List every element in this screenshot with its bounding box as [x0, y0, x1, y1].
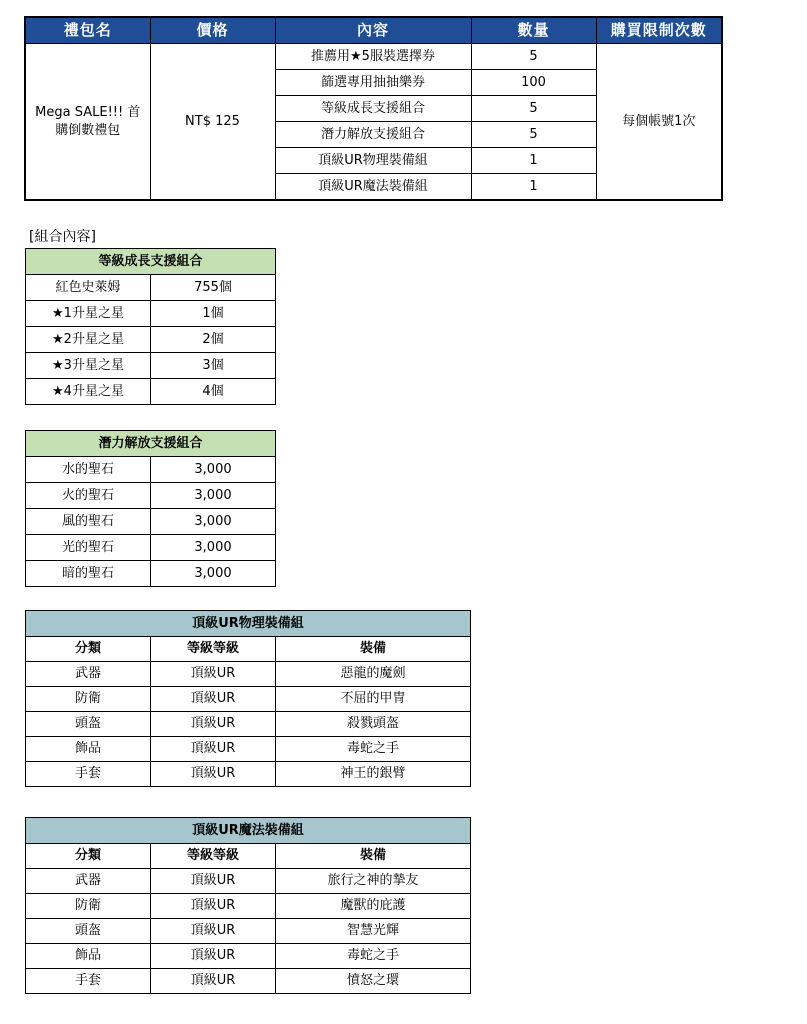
content-cell: 篩選專用抽抽樂券 — [275, 70, 471, 96]
equipment-cell: 毒蛇之手 — [276, 737, 471, 762]
table-row — [26, 969, 471, 994]
table-row — [26, 737, 471, 762]
grade-cell: 頂級UR — [151, 662, 276, 687]
content-cell: 推薦用★5服裝選擇券 — [275, 44, 471, 70]
item-value: 4個 — [151, 379, 276, 405]
item-name: 水的聖石 — [26, 457, 151, 483]
table-row — [25, 44, 722, 70]
potential-table-title: 潛力解放支援組合 — [26, 431, 276, 457]
column-header-category: 分類 — [26, 637, 151, 662]
grade-cell: 頂級UR — [151, 969, 276, 994]
item-name: ★4升星之星 — [26, 379, 151, 405]
equipment-cell: 旅行之神的摯友 — [276, 869, 471, 894]
header-price: 價格 — [150, 17, 275, 44]
equipment-cell: 神王的銀臂 — [276, 762, 471, 787]
quantity-cell: 1 — [471, 148, 596, 174]
physical-table-title: 頂級UR物理裝備組 — [26, 611, 471, 637]
content-cell: 等級成長支援組合 — [275, 96, 471, 122]
category-cell: 武器 — [26, 869, 151, 894]
table-row — [26, 509, 276, 535]
quantity-cell: 5 — [471, 44, 596, 70]
item-value: 3,000 — [151, 483, 276, 509]
item-name: ★3升星之星 — [26, 353, 151, 379]
category-cell: 飾品 — [26, 737, 151, 762]
item-name: 光的聖石 — [26, 535, 151, 561]
item-name: 暗的聖石 — [26, 561, 151, 587]
equipment-cell: 殺戮頭盔 — [276, 712, 471, 737]
table-row — [26, 353, 276, 379]
equipment-cell: 魔獸的庇護 — [276, 894, 471, 919]
header-purchase-limit: 購買限制次數 — [596, 17, 722, 44]
table-row — [26, 762, 471, 787]
content-cell: 頂級UR魔法裝備組 — [275, 174, 471, 201]
header-quantity: 數量 — [471, 17, 596, 44]
grade-cell: 頂級UR — [151, 919, 276, 944]
equipment-cell: 不屈的甲冑 — [276, 687, 471, 712]
table-row — [26, 687, 471, 712]
item-value: 1個 — [151, 301, 276, 327]
item-value: 3,000 — [151, 561, 276, 587]
purchase-limit: 每個帳號1次 — [596, 44, 722, 201]
package-header-row — [25, 17, 722, 44]
growth-support-table — [25, 248, 276, 405]
table-row — [26, 457, 276, 483]
quantity-cell: 5 — [471, 96, 596, 122]
quantity-cell: 100 — [471, 70, 596, 96]
magic-equipment-table — [25, 817, 471, 994]
potential-release-table — [25, 430, 276, 587]
category-cell: 頭盔 — [26, 712, 151, 737]
item-value: 3,000 — [151, 535, 276, 561]
table-row — [26, 712, 471, 737]
column-header-row — [26, 844, 471, 869]
table-row — [26, 944, 471, 969]
column-header-category: 分類 — [26, 844, 151, 869]
grade-cell: 頂級UR — [151, 944, 276, 969]
table-row — [26, 275, 276, 301]
item-value: 755個 — [151, 275, 276, 301]
category-cell: 手套 — [26, 969, 151, 994]
grade-cell: 頂級UR — [151, 712, 276, 737]
column-header-grade: 等級等級 — [151, 844, 276, 869]
physical-equipment-table — [25, 610, 471, 787]
table-row — [26, 561, 276, 587]
quantity-cell: 1 — [471, 174, 596, 201]
magic-table-title: 頂級UR魔法裝備組 — [26, 818, 471, 844]
table-row — [26, 919, 471, 944]
category-cell: 防衛 — [26, 687, 151, 712]
grade-cell: 頂級UR — [151, 687, 276, 712]
content-cell: 頂級UR物理裝備組 — [275, 148, 471, 174]
column-header-equipment: 裝備 — [276, 637, 471, 662]
column-header-equipment: 裝備 — [276, 844, 471, 869]
item-value: 3,000 — [151, 509, 276, 535]
package-price: NT$ 125 — [150, 44, 275, 201]
table-row — [26, 327, 276, 353]
content-cell: 潛力解放支援組合 — [275, 122, 471, 148]
equipment-cell: 惡龍的魔劍 — [276, 662, 471, 687]
item-name: 紅色史萊姆 — [26, 275, 151, 301]
package-name: Mega SALE!!! 首購倒數禮包 — [25, 44, 150, 201]
combo-section-label: [組合內容] — [29, 229, 96, 245]
item-value: 3個 — [151, 353, 276, 379]
table-row — [26, 535, 276, 561]
package-table — [24, 16, 723, 201]
grade-cell: 頂級UR — [151, 869, 276, 894]
table-row — [26, 894, 471, 919]
table-row — [26, 869, 471, 894]
table-row — [26, 662, 471, 687]
category-cell: 防衛 — [26, 894, 151, 919]
column-header-grade: 等級等級 — [151, 637, 276, 662]
column-header-row — [26, 637, 471, 662]
category-cell: 武器 — [26, 662, 151, 687]
table-row — [26, 483, 276, 509]
quantity-cell: 5 — [471, 122, 596, 148]
item-name: 風的聖石 — [26, 509, 151, 535]
equipment-cell: 憤怒之環 — [276, 969, 471, 994]
category-cell: 手套 — [26, 762, 151, 787]
header-content: 內容 — [275, 17, 471, 44]
category-cell: 飾品 — [26, 944, 151, 969]
grade-cell: 頂級UR — [151, 894, 276, 919]
grade-cell: 頂級UR — [151, 762, 276, 787]
item-value: 2個 — [151, 327, 276, 353]
header-package-name: 禮包名 — [25, 17, 150, 44]
table-row — [26, 301, 276, 327]
item-name: ★1升星之星 — [26, 301, 151, 327]
growth-table-title: 等級成長支援組合 — [26, 249, 276, 275]
equipment-cell: 毒蛇之手 — [276, 944, 471, 969]
item-name: 火的聖石 — [26, 483, 151, 509]
item-value: 3,000 — [151, 457, 276, 483]
equipment-cell: 智慧光輝 — [276, 919, 471, 944]
category-cell: 頭盔 — [26, 919, 151, 944]
item-name: ★2升星之星 — [26, 327, 151, 353]
table-row — [26, 379, 276, 405]
grade-cell: 頂級UR — [151, 737, 276, 762]
